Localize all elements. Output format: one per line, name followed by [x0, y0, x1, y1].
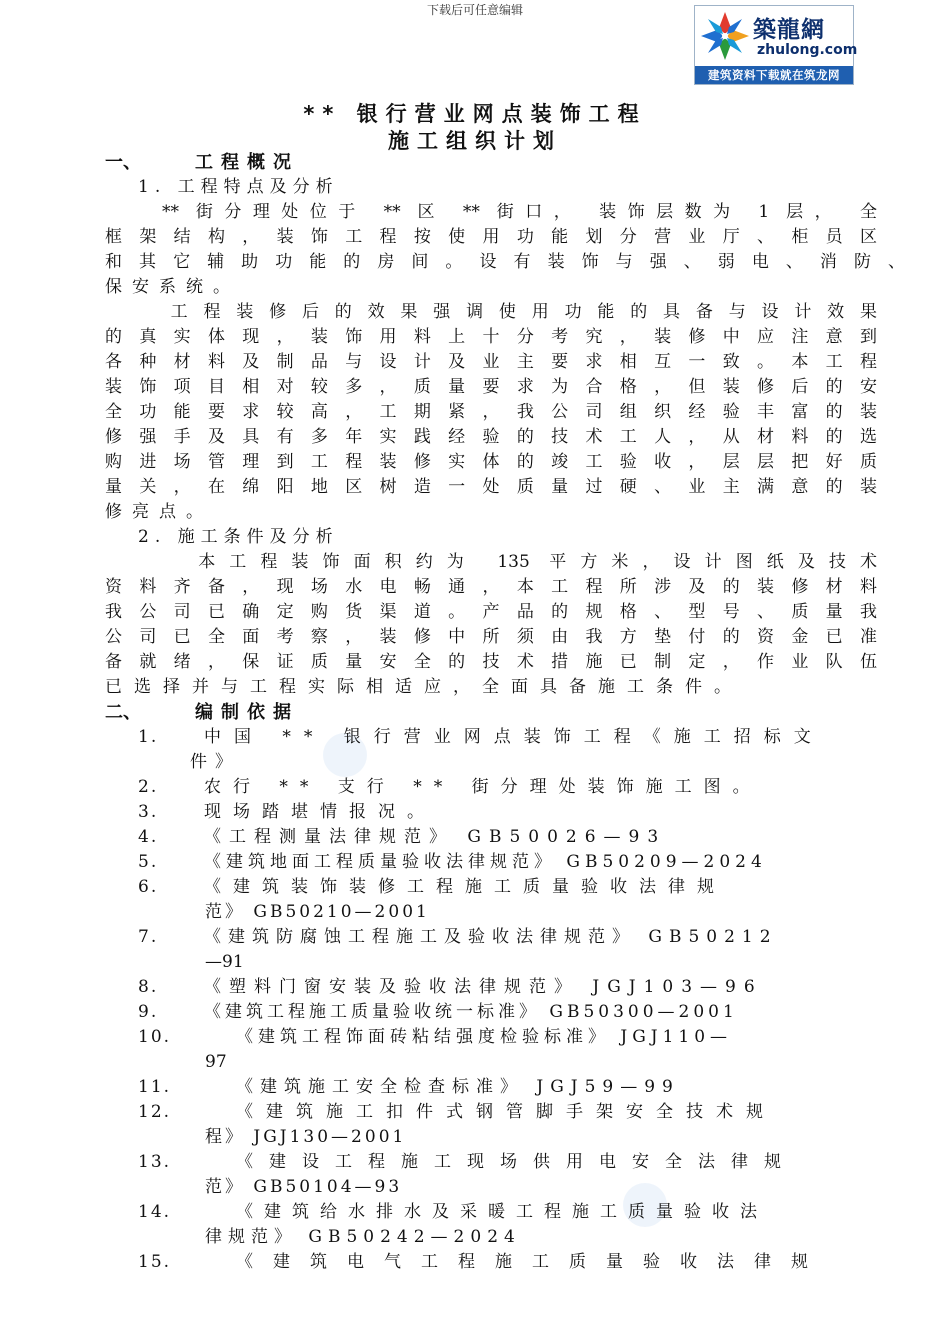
- item-number: 12.: [138, 1102, 172, 1122]
- reference-item: [138, 825, 877, 850]
- paragraph-line: 已选择并与工程实际相适应，全面具备施工条件。: [105, 677, 743, 697]
- reference-item-continuation: 97: [205, 1052, 227, 1072]
- paragraph-line: 全功能要求较高，工期紧，我公司组织经验丰富的装: [105, 402, 877, 422]
- reference-item: [138, 1200, 877, 1225]
- paragraph-line: 备就绪，保证质量安全的技术措施已制定，作业队伍: [105, 652, 877, 672]
- reference-item-continuation: 范》 GB50104—93: [205, 1177, 403, 1197]
- item-number: 5.: [138, 852, 159, 872]
- reference-item: [138, 925, 877, 950]
- paragraph-line: 工程装修后的效果强调使用功能的具备与设计效果: [105, 302, 877, 322]
- subsection-heading: 2. 施工条件及分析: [138, 527, 339, 547]
- item-text: 《建筑工程饰面砖粘结强度检验标准》 JGJ110—: [236, 1027, 733, 1047]
- reference-item: [138, 1075, 877, 1100]
- logo-tagline: 建筑资料下载就在筑龙网: [695, 66, 853, 84]
- section-title: 编制依据: [195, 702, 299, 723]
- item-text: 《建筑给水排水及采暖工程施工质量验收法: [236, 1202, 768, 1222]
- paragraph-line: 修亮点。: [105, 502, 213, 522]
- reference-item-continuation: 律规范》 GB50242—2024: [205, 1227, 521, 1247]
- item-number: 4.: [138, 827, 159, 847]
- reference-item-continuation: —91: [205, 952, 244, 972]
- reference-item: [138, 800, 877, 825]
- paragraph-line: 公司已全面考察，装修中所须由我方垫付的资金已准: [105, 627, 877, 647]
- item-number: 7.: [138, 927, 159, 947]
- item-text: 《工程测量法律规范》 GB50026—93: [204, 827, 667, 847]
- reference-item: [138, 725, 877, 750]
- reference-item: [138, 1025, 877, 1050]
- paragraph-line: 的真实体现，装饰用料上十分考究，装修中应注意到: [105, 327, 877, 347]
- item-text: 《建筑施工安全检查标准》 JGJ59—99: [236, 1077, 680, 1097]
- item-number: 2.: [138, 777, 159, 797]
- section-heading: [105, 150, 877, 175]
- reference-item: [138, 1000, 877, 1025]
- subsection-heading: 1. 工程特点及分析: [138, 177, 339, 197]
- paragraph-line: 保安系统。: [105, 277, 240, 297]
- item-number: 6.: [138, 877, 159, 897]
- section-title: 工程概况: [195, 152, 299, 173]
- section-heading: [105, 700, 877, 725]
- item-number: 8.: [138, 977, 159, 997]
- paragraph-line: ** 街分理处位于 ** 区 ** 街口， 装饰层数为 1 层， 全: [105, 202, 877, 222]
- item-text: 农行 ** 支行 ** 街分理处装饰施工图。: [204, 777, 762, 797]
- paragraph-line: 资料齐备，现场水电畅通，本工程所涉及的装修材料: [105, 577, 877, 597]
- item-text: 《建筑防腐蚀工程施工及验收法律规范》 GB50212: [204, 927, 778, 947]
- item-number: 11.: [138, 1077, 172, 1097]
- paragraph-line: 量关，在绵阳地区树造一处质量过硬、业主满意的装: [105, 477, 877, 497]
- paragraph-line: 框架结构，装饰工程按使用功能划分营业厅、柜员区: [105, 227, 877, 247]
- section-number: 二、: [105, 702, 141, 723]
- section-number: 一、: [105, 152, 141, 173]
- reference-item: [138, 875, 877, 900]
- item-number: 10.: [138, 1027, 172, 1047]
- item-number: 1.: [138, 727, 159, 747]
- item-number: 14.: [138, 1202, 172, 1222]
- paragraph-line: 我公司已确定购货渠道。产品的规格、型号、质量我: [105, 602, 877, 622]
- reference-item: [138, 1250, 877, 1275]
- item-text: 《建筑电气工程施工质量验收法律规: [236, 1252, 828, 1272]
- reference-item: [138, 775, 877, 800]
- item-number: 13.: [138, 1152, 172, 1172]
- reference-item: [138, 1150, 877, 1175]
- reference-item: [138, 1100, 877, 1125]
- item-number: 9.: [138, 1002, 159, 1022]
- item-text: 《建筑装饰装修工程施工质量验收法律规: [204, 877, 726, 897]
- item-text: 中国 ** 银行营业网点装饰工程《施工招标文: [204, 727, 824, 747]
- item-text: 《塑料门窗安装及验收法律规范》 JGJ103—96: [204, 977, 763, 997]
- reference-item: [138, 850, 877, 875]
- item-text: 《建筑工程施工质量验收统一标准》 GB50300—2001: [204, 1002, 738, 1022]
- logo-site: zhulong.com: [757, 42, 858, 58]
- document-title: ** 银行营业网点装饰工程: [303, 102, 647, 126]
- logo-name: 築龍網: [753, 17, 825, 43]
- top-note: 下载后可任意编辑: [426, 3, 523, 17]
- paragraph-line: 装饰项目相对较多，质量要求为合格，但装修后的安: [105, 377, 877, 397]
- paragraph-line: 修强手及具有多年实践经验的技术工人，从材料的选: [105, 427, 877, 447]
- item-number: 15.: [138, 1252, 172, 1272]
- item-text: 《建筑施工扣件式钢管脚手架安全技术规: [236, 1102, 776, 1122]
- item-text: 《建筑地面工程质量验收法律规范》 GB50209—2024: [204, 852, 767, 872]
- item-text: 现场踏堪情报况。: [204, 802, 436, 822]
- document-subtitle: 施工组织计划: [388, 129, 562, 153]
- zhulong-logo[interactable]: [694, 5, 858, 85]
- paragraph-line: 本工程装饰面积约为 135 平方米，设计图纸及技术: [105, 552, 877, 572]
- item-text: 《建设工程施工现场供用电安全法律规: [236, 1152, 797, 1172]
- reference-item: [138, 975, 877, 1000]
- reference-item-continuation: 件》: [190, 752, 240, 772]
- reference-item-continuation: 程》 JGJ130—2001: [205, 1127, 407, 1147]
- paragraph-line: 购进场管理到工程装修实体的竣工验收，层层把好质: [105, 452, 877, 472]
- paragraph-line: 和其它辅助功能的房间。设有装饰与强、弱电、消防、: [105, 252, 905, 272]
- item-number: 3.: [138, 802, 159, 822]
- reference-item-continuation: 范》 GB50210—2001: [205, 902, 430, 922]
- paragraph-line: 各种材料及制品与设计及业主要求相互一致。本工程: [105, 352, 877, 372]
- snowflake-logo-icon: [699, 10, 751, 62]
